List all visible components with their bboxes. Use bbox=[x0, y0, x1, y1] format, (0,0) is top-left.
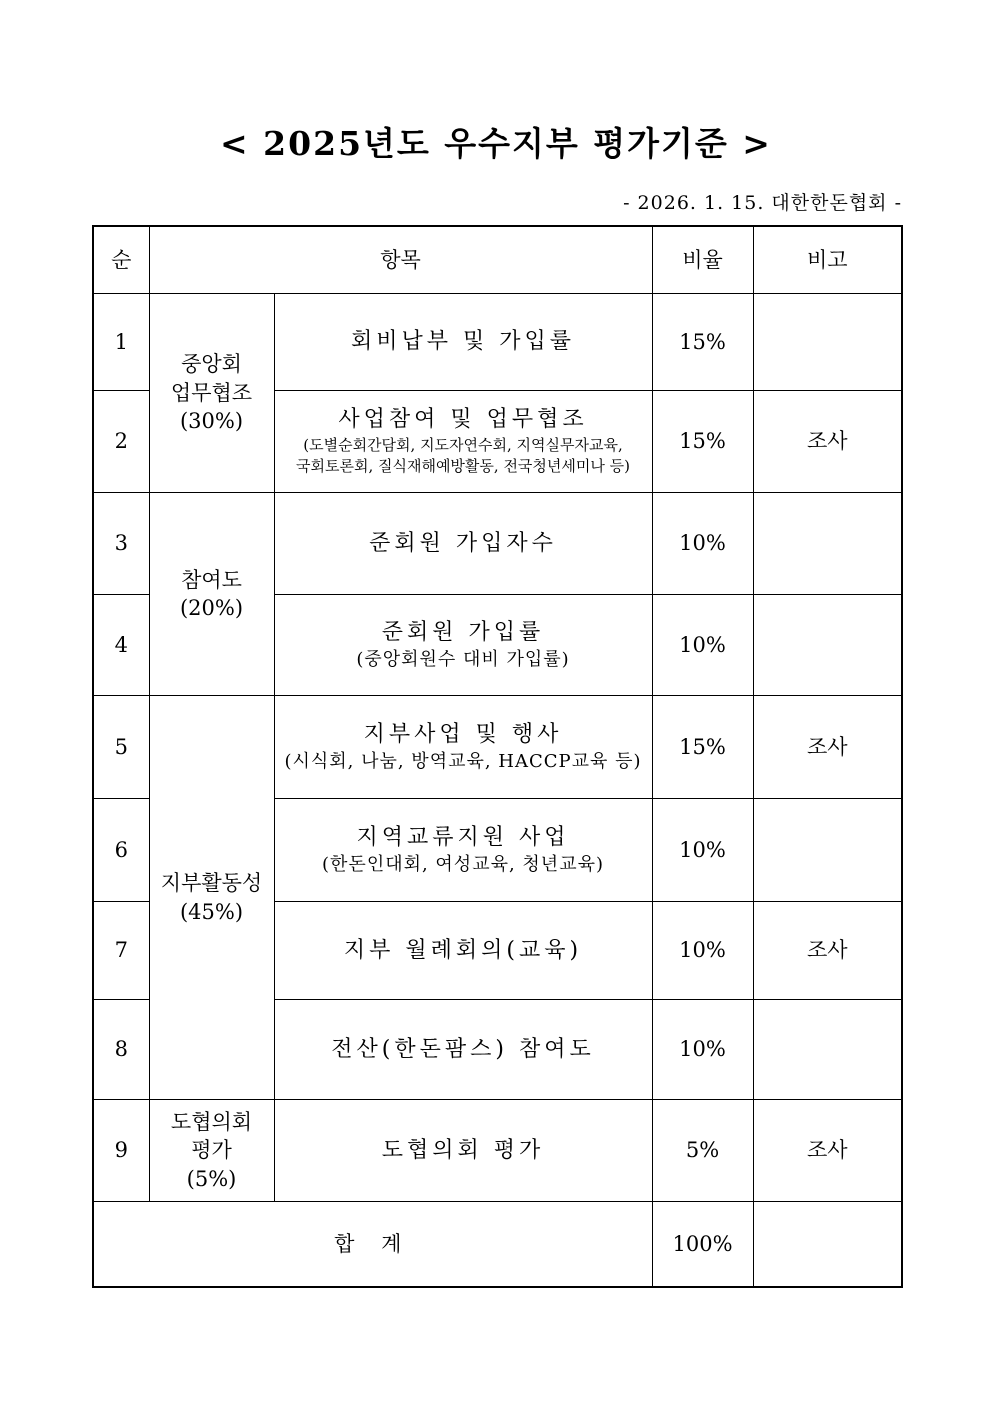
document-title: < 2025년도 우수지부 평가기준 > bbox=[220, 124, 772, 163]
row-number: 5 bbox=[93, 696, 149, 799]
row-number: 3 bbox=[93, 493, 149, 595]
item-detail-2: 국회토론회, 질식재해예방활동, 전국청년세미나 등) bbox=[296, 457, 630, 476]
item-title: 지부사업 및 행사 bbox=[363, 722, 563, 747]
item-title: 도협의회 평가 bbox=[381, 1137, 545, 1163]
row-number: 2 bbox=[93, 391, 149, 493]
item-title: 회비납부 및 가입률 bbox=[351, 329, 576, 355]
group-name: 참여도 bbox=[181, 567, 242, 592]
row-number: 1 bbox=[93, 294, 149, 391]
item-cell bbox=[274, 902, 652, 1000]
item-detail: (도별순회간담회, 지도자연수회, 지역실무자교육, bbox=[303, 435, 623, 454]
group-cell bbox=[149, 493, 274, 696]
ratio-cell: 10% bbox=[652, 595, 753, 696]
item-cell bbox=[274, 799, 652, 902]
total-label: 합 계 bbox=[93, 1202, 652, 1288]
group-name-2: 업무협조 bbox=[170, 380, 253, 405]
evaluation-table bbox=[92, 225, 903, 1288]
ratio-cell: 15% bbox=[652, 696, 753, 799]
group-name: 중앙회 bbox=[181, 352, 242, 377]
group-pct: (5%) bbox=[186, 1166, 237, 1191]
note-cell: 조사 bbox=[753, 1100, 902, 1202]
ratio-cell: 15% bbox=[652, 294, 753, 391]
table-row bbox=[93, 1100, 902, 1202]
note-cell: 조사 bbox=[753, 696, 902, 799]
item-title: 지역교류지원 사업 bbox=[356, 825, 570, 850]
row-number: 6 bbox=[93, 799, 149, 902]
table-row bbox=[93, 696, 902, 799]
ratio-cell: 5% bbox=[652, 1100, 753, 1202]
item-detail: (중앙회원수 대비 가입률) bbox=[356, 648, 570, 670]
item-title: 사업참여 및 업무협조 bbox=[338, 406, 588, 432]
table-row bbox=[93, 493, 902, 595]
col-header-item: 항목 bbox=[149, 226, 652, 294]
group-name: 도협의회 bbox=[170, 1109, 253, 1134]
row-number: 9 bbox=[93, 1100, 149, 1202]
item-cell bbox=[274, 294, 652, 391]
item-cell bbox=[274, 1000, 652, 1100]
table-header-row bbox=[93, 226, 902, 294]
note-cell: 조사 bbox=[753, 391, 902, 493]
group-name: 지부활동성 bbox=[160, 871, 263, 896]
note-cell bbox=[753, 1000, 902, 1100]
item-title: 전산(한돈팜스) 참여도 bbox=[331, 1036, 595, 1062]
item-title: 준회원 가입자수 bbox=[369, 530, 557, 556]
total-row bbox=[93, 1202, 902, 1288]
item-title: 지부 월례회의(교육) bbox=[343, 937, 583, 963]
total-note bbox=[753, 1202, 902, 1288]
group-name-2: 평가 bbox=[191, 1138, 232, 1163]
item-title: 준회원 가입률 bbox=[381, 620, 545, 645]
document-date-issuer: - 2026. 1. 15. 대한한돈협회 - bbox=[623, 192, 902, 214]
group-pct: (45%) bbox=[179, 899, 244, 924]
item-detail: (한돈인대회, 여성교육, 청년교육) bbox=[322, 853, 604, 875]
total-ratio: 100% bbox=[652, 1202, 753, 1288]
item-cell bbox=[274, 391, 652, 493]
ratio-cell: 10% bbox=[652, 902, 753, 1000]
group-pct: (30%) bbox=[179, 409, 244, 434]
group-cell bbox=[149, 1100, 274, 1202]
col-header-no: 순 bbox=[93, 226, 149, 294]
row-number: 7 bbox=[93, 902, 149, 1000]
group-cell bbox=[149, 294, 274, 493]
note-cell bbox=[753, 799, 902, 902]
note-cell bbox=[753, 595, 902, 696]
col-header-note: 비고 bbox=[753, 226, 902, 294]
table-row bbox=[93, 294, 902, 391]
ratio-cell: 15% bbox=[652, 391, 753, 493]
group-cell bbox=[149, 696, 274, 1100]
row-number: 8 bbox=[93, 1000, 149, 1100]
note-cell bbox=[753, 294, 902, 391]
note-cell: 조사 bbox=[753, 902, 902, 1000]
ratio-cell: 10% bbox=[652, 1000, 753, 1100]
ratio-cell: 10% bbox=[652, 493, 753, 595]
item-cell bbox=[274, 493, 652, 595]
row-number: 4 bbox=[93, 595, 149, 696]
group-pct: (20%) bbox=[179, 596, 244, 620]
col-header-ratio: 비율 bbox=[652, 226, 753, 294]
note-cell bbox=[753, 493, 902, 595]
item-detail: (시식회, 나눔, 방역교육, HACCP교육 등) bbox=[284, 750, 642, 772]
item-cell bbox=[274, 595, 652, 696]
ratio-cell: 10% bbox=[652, 799, 753, 902]
item-cell bbox=[274, 696, 652, 799]
item-cell bbox=[274, 1100, 652, 1202]
